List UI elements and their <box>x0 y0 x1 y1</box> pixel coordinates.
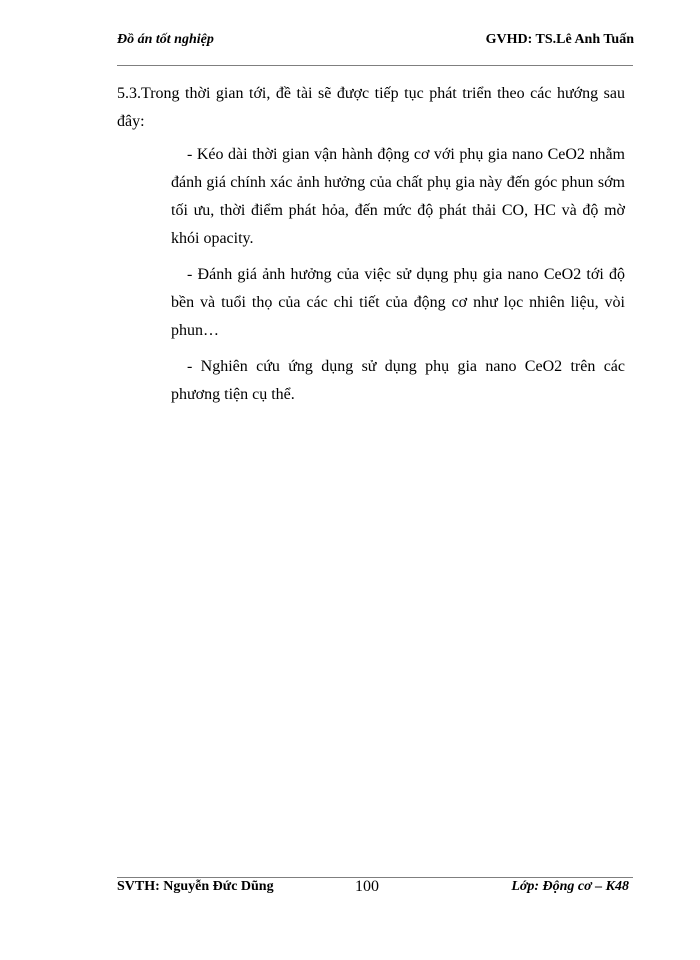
bullet-item: - Kéo dài thời gian vận hành động cơ với phụ gia nano CeO2 nhằm đánh giá chính xác ảnh hưởng của chất phụ gia này đến góc phun sớm tối ưu, thời điểm phát hỏa, đến mức độ phát thải CO, HC và độ mờ khói opacity. <box>171 146 625 247</box>
section-intro-paragraph: 5.3.Trong thời gian tới, đề tài sẽ được tiếp tục phát triển theo các hướng sau đây: <box>117 85 625 130</box>
header-advisor: GVHD: TS.Lê Anh Tuấn <box>485 32 634 47</box>
bullet-item: - Đánh giá ảnh hưởng của việc sử dụng phụ gia nano CeO2 tới độ bền và tuổi thọ của các chi tiết của động cơ như lọc nhiên liệu, vòi phun… <box>171 266 625 339</box>
footer-student: SVTH: Nguyễn Đức Dũng <box>117 879 274 894</box>
header-left-title: Đồ án tốt nghiệp <box>117 32 214 47</box>
page-number: 100 <box>355 878 379 895</box>
bullet-item: - Nghiên cứu ứng dụng sử dụng phụ gia nano CeO2 trên các phương tiện cụ thể. <box>171 358 625 403</box>
bullet-list <box>171 141 625 417</box>
footer-class: Lớp: Động cơ – K48 <box>511 879 629 894</box>
header-divider <box>117 65 633 66</box>
